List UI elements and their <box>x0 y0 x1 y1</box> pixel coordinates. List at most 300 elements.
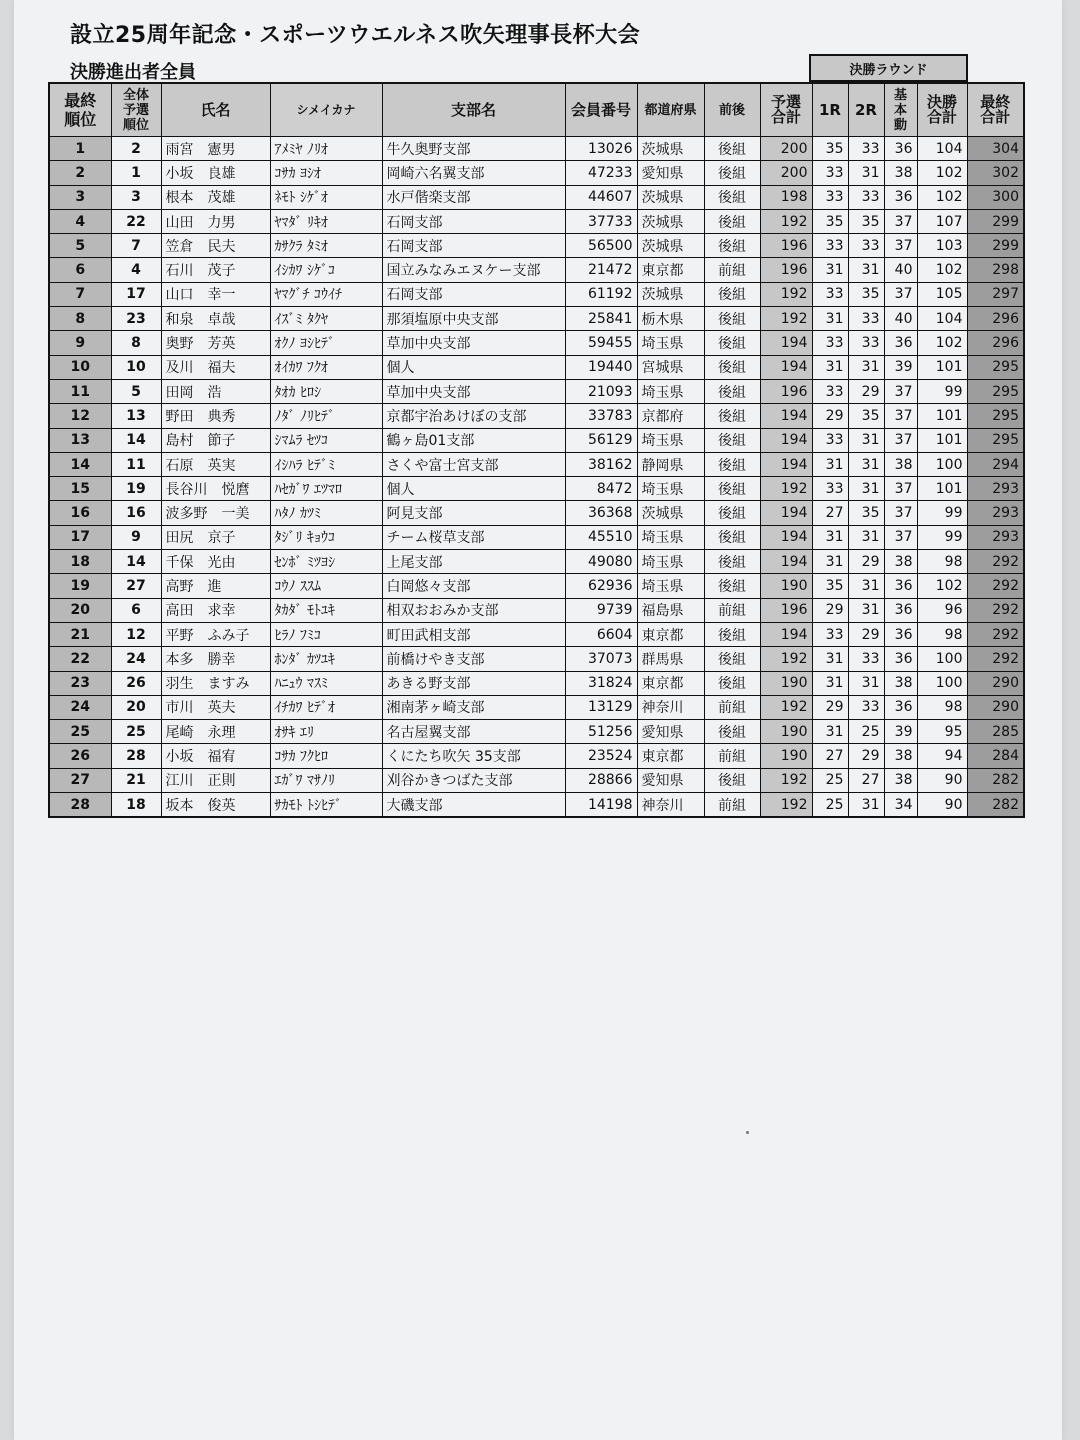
cell-qual-rank: 22 <box>111 209 161 233</box>
cell-2r: 31 <box>848 428 884 452</box>
cell-qual-rank: 20 <box>111 695 161 719</box>
cell-1r: 29 <box>812 598 848 622</box>
col-qual-total <box>760 83 812 137</box>
cell-qual-total: 190 <box>760 744 812 768</box>
cell-basic: 38 <box>884 744 917 768</box>
cell-basic: 37 <box>884 282 917 306</box>
cell-kana: ｻｶﾓﾄ ﾄｼﾋﾃﾞ <box>270 793 382 818</box>
cell-final-total: 100 <box>917 647 967 671</box>
table-row <box>49 379 1024 403</box>
cell-kana: ｺｳﾉ ｽｽﾑ <box>270 574 382 598</box>
cell-2r: 35 <box>848 209 884 233</box>
col-final-rank <box>49 83 111 137</box>
cell-group: 後組 <box>704 477 760 501</box>
cell-prefecture: 茨城県 <box>637 137 704 161</box>
cell-prefecture: 埼玉県 <box>637 550 704 574</box>
cell-1r: 33 <box>812 185 848 209</box>
cell-qual-rank: 17 <box>111 282 161 306</box>
cell-prefecture: 埼玉県 <box>637 428 704 452</box>
cell-group: 後組 <box>704 525 760 549</box>
cell-grand-total: 284 <box>967 744 1024 768</box>
cell-qual-total: 192 <box>760 647 812 671</box>
cell-branch: 町田武相支部 <box>382 622 565 646</box>
cell-prefecture: 愛知県 <box>637 161 704 185</box>
table-row <box>49 525 1024 549</box>
cell-grand-total: 293 <box>967 501 1024 525</box>
cell-grand-total: 292 <box>967 647 1024 671</box>
col-qual-rank-label: 全体 予選 順位 <box>122 87 149 133</box>
col-name: 氏名 <box>161 83 270 137</box>
cell-branch: 上尾支部 <box>382 550 565 574</box>
cell-2r: 31 <box>848 452 884 476</box>
cell-2r: 31 <box>848 258 884 282</box>
cell-1r: 33 <box>812 477 848 501</box>
results-table <box>48 82 1025 818</box>
table-row <box>49 209 1024 233</box>
cell-1r: 31 <box>812 550 848 574</box>
cell-member-no: 23524 <box>565 744 637 768</box>
cell-1r: 31 <box>812 452 848 476</box>
cell-branch: 石岡支部 <box>382 234 565 258</box>
col-prefecture: 都道府県 <box>637 83 704 137</box>
cell-kana: ｲﾁｶﾜ ﾋﾃﾞｵ <box>270 695 382 719</box>
cell-qual-rank: 23 <box>111 307 161 331</box>
cell-name: 山田 力男 <box>161 209 270 233</box>
cell-name: 野田 典秀 <box>161 404 270 428</box>
cell-qual-rank: 2 <box>111 137 161 161</box>
cell-2r: 35 <box>848 404 884 428</box>
cell-name: 和泉 卓哉 <box>161 307 270 331</box>
cell-kana: ﾔﾏｸﾞﾁ ｺｳｲﾁ <box>270 282 382 306</box>
cell-prefecture: 神奈川 <box>637 793 704 818</box>
cell-basic: 40 <box>884 258 917 282</box>
cell-name: 千保 光由 <box>161 550 270 574</box>
cell-1r: 35 <box>812 137 848 161</box>
col-qual-total-label: 予選 合計 <box>770 93 801 126</box>
cell-final-total: 102 <box>917 574 967 598</box>
cell-member-no: 9739 <box>565 598 637 622</box>
cell-branch: 草加中央支部 <box>382 331 565 355</box>
cell-final-total: 100 <box>917 452 967 476</box>
cell-final-total: 99 <box>917 501 967 525</box>
cell-group: 後組 <box>704 331 760 355</box>
cell-grand-total: 282 <box>967 793 1024 818</box>
cell-qual-total: 194 <box>760 355 812 379</box>
cell-basic: 38 <box>884 768 917 792</box>
cell-prefecture: 神奈川 <box>637 695 704 719</box>
col-1r: 1R <box>812 83 848 137</box>
table-row <box>49 452 1024 476</box>
cell-qual-rank: 24 <box>111 647 161 671</box>
cell-name: 高田 求幸 <box>161 598 270 622</box>
cell-branch: 京都宇治あけぼの支部 <box>382 404 565 428</box>
cell-final-total: 98 <box>917 550 967 574</box>
cell-member-no: 21472 <box>565 258 637 282</box>
table-row <box>49 501 1024 525</box>
cell-basic: 37 <box>884 477 917 501</box>
cell-grand-total: 293 <box>967 525 1024 549</box>
cell-prefecture: 東京都 <box>637 258 704 282</box>
final-round-header: 決勝ラウンド <box>809 54 968 82</box>
cell-qual-rank: 8 <box>111 331 161 355</box>
cell-qual-total: 196 <box>760 258 812 282</box>
cell-prefecture: 愛知県 <box>637 720 704 744</box>
cell-group: 後組 <box>704 185 760 209</box>
cell-final-rank: 6 <box>49 258 111 282</box>
cell-member-no: 62936 <box>565 574 637 598</box>
cell-basic: 37 <box>884 525 917 549</box>
cell-group: 後組 <box>704 501 760 525</box>
cell-1r: 33 <box>812 234 848 258</box>
cell-1r: 29 <box>812 695 848 719</box>
cell-prefecture: 栃木県 <box>637 307 704 331</box>
cell-branch: 個人 <box>382 355 565 379</box>
cell-member-no: 28866 <box>565 768 637 792</box>
cell-member-no: 13129 <box>565 695 637 719</box>
cell-member-no: 56129 <box>565 428 637 452</box>
cell-name: 雨宮 憲男 <box>161 137 270 161</box>
table-row <box>49 477 1024 501</box>
cell-prefecture: 福島県 <box>637 598 704 622</box>
cell-final-total: 102 <box>917 185 967 209</box>
cell-2r: 31 <box>848 598 884 622</box>
cell-basic: 37 <box>884 501 917 525</box>
cell-1r: 31 <box>812 307 848 331</box>
cell-qual-total: 190 <box>760 720 812 744</box>
cell-basic: 38 <box>884 161 917 185</box>
header-row <box>49 83 1024 137</box>
cell-name: 田岡 浩 <box>161 379 270 403</box>
cell-member-no: 51256 <box>565 720 637 744</box>
cell-group: 後組 <box>704 720 760 744</box>
table-row <box>49 258 1024 282</box>
cell-branch: くにたち吹矢 35支部 <box>382 744 565 768</box>
cell-branch: 岡崎六名翼支部 <box>382 161 565 185</box>
cell-branch: 国立みなみエヌケー支部 <box>382 258 565 282</box>
cell-name: 山口 幸一 <box>161 282 270 306</box>
cell-member-no: 13026 <box>565 137 637 161</box>
cell-qual-rank: 28 <box>111 744 161 768</box>
col-basic-label: 基 本 動 <box>893 87 907 133</box>
cell-kana: ﾎﾝﾀﾞ ｶﾂﾕｷ <box>270 647 382 671</box>
cell-basic: 37 <box>884 404 917 428</box>
col-grand-total <box>967 83 1024 137</box>
cell-qual-total: 192 <box>760 768 812 792</box>
cell-qual-rank: 5 <box>111 379 161 403</box>
cell-qual-rank: 4 <box>111 258 161 282</box>
cell-grand-total: 294 <box>967 452 1024 476</box>
cell-final-total: 98 <box>917 622 967 646</box>
cell-prefecture: 埼玉県 <box>637 574 704 598</box>
cell-2r: 33 <box>848 647 884 671</box>
cell-grand-total: 290 <box>967 671 1024 695</box>
cell-branch: 大磯支部 <box>382 793 565 818</box>
cell-branch: チーム桜草支部 <box>382 525 565 549</box>
cell-prefecture: 茨城県 <box>637 185 704 209</box>
col-branch: 支部名 <box>382 83 565 137</box>
cell-qual-rank: 16 <box>111 501 161 525</box>
cell-qual-total: 194 <box>760 501 812 525</box>
cell-member-no: 49080 <box>565 550 637 574</box>
cell-final-total: 99 <box>917 379 967 403</box>
cell-qual-total: 198 <box>760 185 812 209</box>
col-qual-rank <box>111 83 161 137</box>
cell-final-total: 102 <box>917 331 967 355</box>
cell-prefecture: 埼玉県 <box>637 477 704 501</box>
cell-name: 坂本 俊英 <box>161 793 270 818</box>
cell-basic: 34 <box>884 793 917 818</box>
cell-qual-total: 192 <box>760 793 812 818</box>
cell-1r: 31 <box>812 720 848 744</box>
cell-final-rank: 11 <box>49 379 111 403</box>
cell-branch: 相双おおみか支部 <box>382 598 565 622</box>
cell-qual-rank: 9 <box>111 525 161 549</box>
cell-grand-total: 299 <box>967 234 1024 258</box>
table-row <box>49 671 1024 695</box>
col-member-no: 会員番号 <box>565 83 637 137</box>
cell-prefecture: 東京都 <box>637 622 704 646</box>
cell-qual-total: 194 <box>760 428 812 452</box>
cell-name: 平野 ふみ子 <box>161 622 270 646</box>
cell-final-rank: 7 <box>49 282 111 306</box>
table-row <box>49 428 1024 452</box>
cell-member-no: 19440 <box>565 355 637 379</box>
cell-kana: ｼﾏﾑﾗ ｾﾂｺ <box>270 428 382 452</box>
cell-member-no: 31824 <box>565 671 637 695</box>
cell-group: 後組 <box>704 282 760 306</box>
cell-final-rank: 14 <box>49 452 111 476</box>
cell-basic: 37 <box>884 234 917 258</box>
cell-grand-total: 304 <box>967 137 1024 161</box>
cell-grand-total: 298 <box>967 258 1024 282</box>
cell-final-rank: 9 <box>49 331 111 355</box>
cell-1r: 31 <box>812 258 848 282</box>
cell-final-total: 102 <box>917 161 967 185</box>
col-final-rank-label: 最終 順位 <box>64 91 97 129</box>
cell-member-no: 36368 <box>565 501 637 525</box>
cell-2r: 35 <box>848 282 884 306</box>
cell-group: 後組 <box>704 307 760 331</box>
cell-group: 後組 <box>704 404 760 428</box>
cell-final-rank: 27 <box>49 768 111 792</box>
cell-2r: 29 <box>848 744 884 768</box>
cell-member-no: 56500 <box>565 234 637 258</box>
cell-member-no: 6604 <box>565 622 637 646</box>
cell-basic: 36 <box>884 598 917 622</box>
cell-final-rank: 19 <box>49 574 111 598</box>
cell-prefecture: 愛知県 <box>637 768 704 792</box>
cell-member-no: 47233 <box>565 161 637 185</box>
cell-2r: 31 <box>848 793 884 818</box>
cell-final-rank: 5 <box>49 234 111 258</box>
cell-kana: ﾔﾏﾀﾞ ﾘｷｵ <box>270 209 382 233</box>
cell-final-rank: 13 <box>49 428 111 452</box>
cell-final-total: 101 <box>917 404 967 428</box>
cell-prefecture: 宮城県 <box>637 355 704 379</box>
cell-2r: 33 <box>848 234 884 258</box>
cell-qual-total: 190 <box>760 574 812 598</box>
paper-speck <box>746 1131 749 1134</box>
cell-2r: 33 <box>848 695 884 719</box>
cell-name: 笠倉 民夫 <box>161 234 270 258</box>
cell-branch: 湘南茅ヶ崎支部 <box>382 695 565 719</box>
table-row <box>49 282 1024 306</box>
cell-basic: 37 <box>884 379 917 403</box>
cell-branch: 草加中央支部 <box>382 379 565 403</box>
cell-kana: ﾀｼﾞﾘ ｷｮｳｺ <box>270 525 382 549</box>
cell-final-rank: 3 <box>49 185 111 209</box>
table-row <box>49 622 1024 646</box>
cell-qual-total: 192 <box>760 695 812 719</box>
cell-final-total: 96 <box>917 598 967 622</box>
table-row <box>49 768 1024 792</box>
cell-basic: 36 <box>884 622 917 646</box>
cell-kana: ﾊﾀﾉ ｶﾂﾐ <box>270 501 382 525</box>
cell-prefecture: 埼玉県 <box>637 525 704 549</box>
cell-kana: ｵｲｶﾜ ﾌｸｵ <box>270 355 382 379</box>
cell-grand-total: 302 <box>967 161 1024 185</box>
cell-branch: あきる野支部 <box>382 671 565 695</box>
cell-qual-rank: 12 <box>111 622 161 646</box>
cell-grand-total: 290 <box>967 695 1024 719</box>
cell-1r: 31 <box>812 671 848 695</box>
cell-qual-rank: 3 <box>111 185 161 209</box>
cell-group: 前組 <box>704 744 760 768</box>
cell-branch: 白岡悠々支部 <box>382 574 565 598</box>
cell-grand-total: 295 <box>967 355 1024 379</box>
cell-prefecture: 静岡県 <box>637 452 704 476</box>
cell-basic: 36 <box>884 647 917 671</box>
cell-qual-total: 192 <box>760 307 812 331</box>
cell-grand-total: 292 <box>967 622 1024 646</box>
col-grand-total-label: 最終 合計 <box>980 93 1011 126</box>
cell-qual-total: 196 <box>760 234 812 258</box>
cell-qual-rank: 1 <box>111 161 161 185</box>
cell-qual-total: 194 <box>760 404 812 428</box>
cell-kana: ｲｼｶﾜ ｼｹﾞｺ <box>270 258 382 282</box>
cell-grand-total: 292 <box>967 598 1024 622</box>
cell-2r: 29 <box>848 622 884 646</box>
cell-qual-total: 192 <box>760 282 812 306</box>
cell-basic: 38 <box>884 671 917 695</box>
cell-group: 後組 <box>704 622 760 646</box>
cell-kana: ｶｻｸﾗ ﾀﾐｵ <box>270 234 382 258</box>
cell-qual-total: 194 <box>760 452 812 476</box>
cell-1r: 33 <box>812 282 848 306</box>
cell-prefecture: 群馬県 <box>637 647 704 671</box>
cell-qual-total: 196 <box>760 598 812 622</box>
cell-branch: さくや富士宮支部 <box>382 452 565 476</box>
cell-1r: 33 <box>812 379 848 403</box>
cell-basic: 38 <box>884 550 917 574</box>
cell-final-total: 101 <box>917 355 967 379</box>
table-row <box>49 695 1024 719</box>
table-row <box>49 307 1024 331</box>
cell-final-rank: 22 <box>49 647 111 671</box>
cell-branch: 阿見支部 <box>382 501 565 525</box>
cell-final-rank: 17 <box>49 525 111 549</box>
cell-name: 島村 節子 <box>161 428 270 452</box>
cell-name: 小坂 福宥 <box>161 744 270 768</box>
cell-group: 後組 <box>704 137 760 161</box>
cell-1r: 31 <box>812 647 848 671</box>
cell-prefecture: 埼玉県 <box>637 379 704 403</box>
cell-final-rank: 21 <box>49 622 111 646</box>
cell-grand-total: 295 <box>967 379 1024 403</box>
cell-final-total: 98 <box>917 695 967 719</box>
col-kana: シメイカナ <box>270 83 382 137</box>
cell-final-rank: 18 <box>49 550 111 574</box>
cell-1r: 25 <box>812 768 848 792</box>
cell-final-rank: 4 <box>49 209 111 233</box>
table-row <box>49 574 1024 598</box>
cell-member-no: 37733 <box>565 209 637 233</box>
cell-2r: 31 <box>848 574 884 598</box>
cell-final-total: 104 <box>917 307 967 331</box>
cell-member-no: 14198 <box>565 793 637 818</box>
cell-qual-rank: 26 <box>111 671 161 695</box>
table-row <box>49 161 1024 185</box>
cell-group: 後組 <box>704 671 760 695</box>
cell-final-total: 94 <box>917 744 967 768</box>
cell-branch: 前橋けやき支部 <box>382 647 565 671</box>
cell-basic: 36 <box>884 185 917 209</box>
cell-final-total: 90 <box>917 768 967 792</box>
cell-member-no: 44607 <box>565 185 637 209</box>
cell-basic: 39 <box>884 720 917 744</box>
cell-group: 前組 <box>704 598 760 622</box>
cell-group: 前組 <box>704 793 760 818</box>
col-final-total <box>917 83 967 137</box>
cell-kana: ﾀｵｶ ﾋﾛｼ <box>270 379 382 403</box>
cell-group: 後組 <box>704 161 760 185</box>
cell-group: 後組 <box>704 768 760 792</box>
cell-1r: 27 <box>812 501 848 525</box>
cell-member-no: 33783 <box>565 404 637 428</box>
cell-grand-total: 300 <box>967 185 1024 209</box>
table-row <box>49 550 1024 574</box>
cell-qual-rank: 13 <box>111 404 161 428</box>
table-row <box>49 137 1024 161</box>
cell-qual-total: 194 <box>760 331 812 355</box>
cell-final-total: 99 <box>917 525 967 549</box>
cell-group: 前組 <box>704 695 760 719</box>
cell-name: 奥野 芳英 <box>161 331 270 355</box>
cell-1r: 31 <box>812 525 848 549</box>
cell-group: 後組 <box>704 574 760 598</box>
cell-member-no: 38162 <box>565 452 637 476</box>
cell-qual-total: 190 <box>760 671 812 695</box>
cell-final-total: 107 <box>917 209 967 233</box>
cell-1r: 27 <box>812 744 848 768</box>
cell-qual-total: 200 <box>760 137 812 161</box>
cell-name: 石川 茂子 <box>161 258 270 282</box>
cell-name: 田尻 京子 <box>161 525 270 549</box>
cell-final-total: 95 <box>917 720 967 744</box>
results-body <box>49 137 1024 818</box>
cell-final-total: 104 <box>917 137 967 161</box>
cell-grand-total: 297 <box>967 282 1024 306</box>
cell-group: 後組 <box>704 234 760 258</box>
cell-qual-rank: 14 <box>111 550 161 574</box>
cell-qual-rank: 25 <box>111 720 161 744</box>
cell-kana: ｴｶﾞﾜ ﾏｻﾉﾘ <box>270 768 382 792</box>
cell-final-rank: 24 <box>49 695 111 719</box>
cell-final-rank: 26 <box>49 744 111 768</box>
cell-1r: 35 <box>812 574 848 598</box>
cell-name: 本多 勝幸 <box>161 647 270 671</box>
cell-prefecture: 茨城県 <box>637 234 704 258</box>
